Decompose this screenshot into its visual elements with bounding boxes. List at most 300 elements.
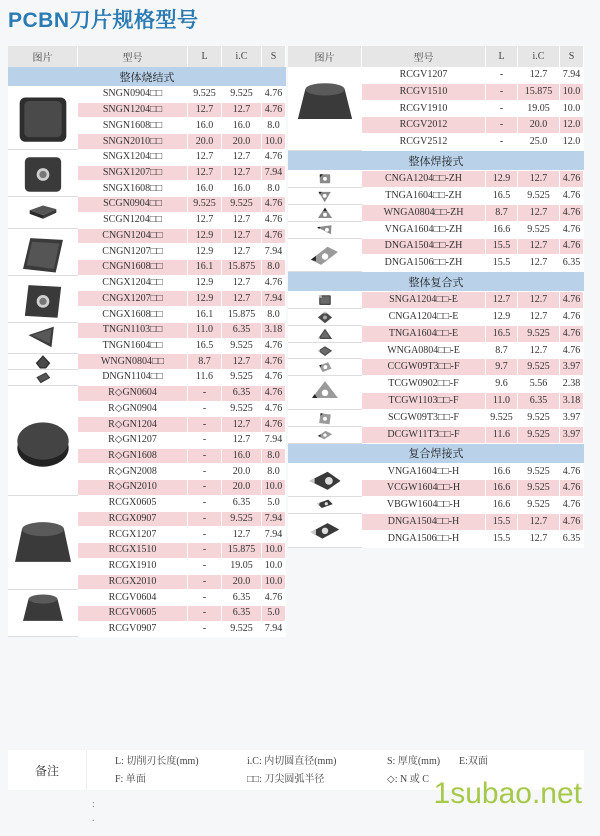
- model-cell: CCGW09T3□□-F: [362, 359, 486, 375]
- model-cell: CNGA1204□□-E: [362, 309, 486, 325]
- length-cell: 16.5: [486, 188, 518, 204]
- model-cell: VBGW1604□□-H: [362, 497, 486, 513]
- thickness-cell: 10.0: [262, 575, 286, 590]
- model-cell: TCGW1103□□-F: [362, 393, 486, 409]
- column-header: L: [188, 46, 222, 67]
- insert-picture: [288, 410, 362, 427]
- model-cell: WNGA0804□□-E: [362, 343, 486, 359]
- thickness-cell: 8.0: [262, 449, 286, 464]
- ic-cell: 9.525: [222, 197, 262, 212]
- length-cell: -: [188, 575, 222, 590]
- table-row: [78, 229, 286, 245]
- insert-picture: [8, 370, 78, 386]
- ic-cell: 9.525: [518, 497, 560, 513]
- length-cell: 12.7: [188, 213, 222, 228]
- model-cell: DNGN1104□□: [78, 370, 188, 385]
- length-cell: 12.9: [188, 229, 222, 244]
- ic-cell: 12.7: [222, 291, 262, 306]
- thickness-cell: 4.76: [262, 87, 286, 102]
- table-row: [78, 291, 286, 307]
- ic-cell: 12.7: [222, 166, 262, 181]
- note-ic: i.C: 内切圆直径(mm): [247, 755, 337, 767]
- ic-cell: 12.7: [222, 150, 262, 165]
- insert-group: [288, 67, 584, 151]
- thickness-cell: 10.0: [262, 134, 286, 149]
- insert-group: [288, 309, 584, 326]
- trigon-insert-icon: [8, 354, 78, 370]
- insert-group: [288, 343, 584, 360]
- column-header: i.C: [518, 46, 560, 67]
- thickness-cell: 8.0: [262, 118, 286, 133]
- table-row: [362, 101, 584, 118]
- insert-group: [8, 590, 286, 637]
- left-spec-table: [8, 46, 286, 637]
- model-cell: TNGA1604□□-E: [362, 326, 486, 342]
- model-cell: RCGV1207: [362, 67, 486, 83]
- thickness-cell: 7.94: [262, 244, 286, 259]
- insert-picture: [288, 326, 362, 343]
- insert-group: [8, 496, 286, 590]
- thickness-cell: 4.76: [262, 103, 286, 118]
- ic-cell: 9.525: [518, 222, 560, 238]
- model-cell: RCGX1910: [78, 559, 188, 574]
- insert-group: [288, 205, 584, 222]
- ic-cell: 19.05: [518, 101, 560, 117]
- table-row: [362, 205, 584, 222]
- table-row: [78, 449, 286, 465]
- table-row: [78, 260, 286, 276]
- table-row: [78, 417, 286, 433]
- ic-cell: 9.525: [222, 622, 262, 637]
- insert-picture: [8, 323, 78, 354]
- thickness-cell: 10.0: [262, 480, 286, 495]
- ic-cell: 6.35: [222, 590, 262, 605]
- composite-triangle-insert-icon: [288, 326, 362, 343]
- note-l: L: 切削刃长度(mm): [115, 755, 199, 767]
- length-cell: 15.5: [486, 239, 518, 255]
- thickness-cell: 4.76: [262, 213, 286, 228]
- insert-picture: [8, 229, 78, 276]
- insert-group: [8, 370, 286, 386]
- right-header-row: [288, 46, 584, 67]
- length-cell: 16.5: [188, 339, 222, 354]
- insert-group: [288, 326, 584, 343]
- insert-group: [8, 150, 286, 197]
- thickness-cell: 4.76: [262, 150, 286, 165]
- thickness-cell: 4.76: [560, 309, 584, 325]
- model-cell: TCGW0902□□-F: [362, 376, 486, 392]
- column-header: 型号: [362, 46, 486, 67]
- length-cell: 9.6: [486, 376, 518, 392]
- thickness-cell: 4.76: [262, 229, 286, 244]
- table-row: [362, 117, 584, 134]
- length-cell: 12.9: [188, 276, 222, 291]
- table-row: [362, 134, 584, 151]
- thickness-cell: 7.94: [262, 166, 286, 181]
- table-row: [78, 339, 286, 355]
- length-cell: 16.6: [486, 480, 518, 496]
- table-row: [78, 622, 286, 638]
- table-row: [78, 213, 286, 229]
- table-row: [78, 166, 286, 182]
- watermark: 1subao.net: [433, 777, 582, 810]
- insert-group: [8, 229, 286, 276]
- model-cell: RCGX0605: [78, 496, 188, 511]
- thickness-cell: 3.97: [560, 427, 584, 443]
- table-row: [78, 480, 286, 496]
- thickness-cell: 4.76: [262, 354, 286, 369]
- ic-cell: 12.7: [518, 239, 560, 255]
- table-row: [78, 370, 286, 386]
- model-cell: SNGX1204□□: [78, 150, 188, 165]
- ic-cell: 9.525: [222, 512, 262, 527]
- insert-picture: [288, 514, 362, 548]
- insert-picture: [288, 205, 362, 222]
- insert-group: [288, 222, 584, 239]
- length-cell: 12.7: [188, 103, 222, 118]
- ic-cell: 9.525: [222, 87, 262, 102]
- model-cell: RCGX1207: [78, 527, 188, 542]
- model-cell: WNGN0804□□: [78, 354, 188, 369]
- length-cell: -: [188, 606, 222, 621]
- model-cell: RCGV2012: [362, 117, 486, 133]
- ic-cell: 6.35: [222, 606, 262, 621]
- thickness-cell: 3.97: [560, 359, 584, 375]
- insert-picture: [8, 386, 78, 496]
- model-cell: RCGV0907: [78, 622, 188, 637]
- insert-group: [288, 171, 584, 188]
- ic-cell: 16.0: [222, 449, 262, 464]
- insert-picture: [8, 150, 78, 197]
- model-cell: VNGA1604□□-ZH: [362, 222, 486, 238]
- length-cell: 11.0: [188, 323, 222, 338]
- ic-cell: 15.875: [222, 260, 262, 275]
- table-row: [362, 359, 584, 376]
- column-header: 图片: [8, 46, 78, 67]
- length-cell: 16.6: [486, 497, 518, 513]
- length-cell: 16.6: [486, 222, 518, 238]
- model-cell: SCGN1204□□: [78, 213, 188, 228]
- insert-group: [8, 87, 286, 150]
- note-s: S: 厚度(mm): [387, 755, 441, 767]
- thickness-cell: 7.94: [262, 291, 286, 306]
- table-row: [78, 150, 286, 166]
- ic-cell: 20.0: [222, 480, 262, 495]
- column-header: i.C: [222, 46, 262, 67]
- length-cell: 9.525: [188, 197, 222, 212]
- length-cell: -: [486, 117, 518, 133]
- length-cell: -: [188, 543, 222, 558]
- length-cell: -: [188, 559, 222, 574]
- insert-picture: [8, 354, 78, 370]
- table-row: [362, 427, 584, 444]
- table-row: [362, 171, 584, 188]
- length-cell: 11.0: [486, 393, 518, 409]
- table-row: [362, 239, 584, 256]
- model-cell: RCGV2512: [362, 134, 486, 150]
- ic-cell: 12.7: [222, 244, 262, 259]
- ic-cell: 12.7: [518, 292, 560, 308]
- table-row: [362, 309, 584, 326]
- insert-group: [8, 276, 286, 323]
- brazed-diamond-insert-icon: [288, 239, 362, 273]
- ic-cell: 12.7: [222, 433, 262, 448]
- insert-picture: [288, 309, 362, 326]
- length-cell: 11.6: [188, 370, 222, 385]
- length-cell: -: [188, 417, 222, 432]
- composite-scgw-insert-icon: [288, 410, 362, 427]
- model-cell: SNGX1207□□: [78, 166, 188, 181]
- ic-cell: 12.7: [222, 417, 262, 432]
- length-cell: 11.6: [486, 427, 518, 443]
- length-cell: 16.1: [188, 260, 222, 275]
- insert-group: [288, 292, 584, 309]
- thickness-cell: 4.76: [560, 188, 584, 204]
- insert-picture: [288, 359, 362, 376]
- composite-brazed-vnga-insert-icon: [288, 464, 362, 498]
- model-cell: CNGN1204□□: [78, 229, 188, 244]
- note-diamond: ◇: N 或 C: [387, 773, 429, 785]
- table-row: [78, 134, 286, 150]
- thickness-cell: 2.38: [560, 376, 584, 392]
- model-cell: CNGX1207□□: [78, 291, 188, 306]
- thickness-cell: 10.0: [262, 543, 286, 558]
- ic-cell: 9.525: [518, 410, 560, 426]
- thickness-cell: 6.35: [560, 255, 584, 271]
- thickness-cell: 4.76: [262, 339, 286, 354]
- column-header: 图片: [288, 46, 362, 67]
- length-cell: -: [188, 386, 222, 401]
- table-row: [78, 118, 286, 134]
- thickness-cell: 7.94: [560, 67, 584, 83]
- model-cell: CNGX1204□□: [78, 276, 188, 291]
- insert-group: [288, 376, 584, 410]
- section-header: 整体焊接式: [288, 151, 584, 171]
- insert-picture: [288, 222, 362, 239]
- ic-cell: 16.0: [222, 118, 262, 133]
- insert-picture: [8, 276, 78, 323]
- thickness-cell: 4.76: [262, 590, 286, 605]
- ic-cell: 6.35: [222, 496, 262, 511]
- table-row: [362, 222, 584, 239]
- brazed-square-insert-icon: [288, 171, 362, 188]
- thickness-cell: 3.18: [560, 393, 584, 409]
- thickness-cell: 4.76: [262, 417, 286, 432]
- thickness-cell: 4.76: [560, 497, 584, 513]
- insert-group: [288, 239, 584, 273]
- insert-group: [288, 497, 584, 514]
- table-row: [78, 559, 286, 575]
- ic-cell: 15.875: [518, 84, 560, 100]
- ic-cell: 9.525: [518, 188, 560, 204]
- thickness-cell: 8.0: [262, 307, 286, 322]
- thickness-cell: 8.0: [262, 260, 286, 275]
- table-row: [78, 197, 286, 213]
- insert-picture: [288, 427, 362, 444]
- ic-cell: 12.7: [518, 255, 560, 271]
- round-cone-insert-icon: [288, 67, 362, 151]
- model-cell: TNGN1604□□: [78, 339, 188, 354]
- model-cell: CNGN1207□□: [78, 244, 188, 259]
- length-cell: -: [188, 480, 222, 495]
- model-cell: CNGA1204□□-ZH: [362, 171, 486, 187]
- model-cell: SNGA1204□□-E: [362, 292, 486, 308]
- table-row: [78, 433, 286, 449]
- length-cell: -: [486, 134, 518, 150]
- length-cell: 12.7: [188, 166, 222, 181]
- ic-cell: 9.525: [222, 402, 262, 417]
- ic-cell: 16.0: [222, 181, 262, 196]
- thickness-cell: 4.76: [560, 171, 584, 187]
- ic-cell: 15.875: [222, 307, 262, 322]
- thickness-cell: 10.0: [560, 101, 584, 117]
- thickness-cell: 4.76: [560, 205, 584, 221]
- model-cell: DNGA1504□□-H: [362, 514, 486, 530]
- insert-group: [288, 427, 584, 444]
- insert-picture: [288, 171, 362, 188]
- model-cell: R◇GN2010: [78, 480, 188, 495]
- table-row: [78, 512, 286, 528]
- insert-picture: [288, 239, 362, 273]
- ic-cell: 9.525: [518, 359, 560, 375]
- insert-picture: [288, 376, 362, 410]
- insert-picture: [288, 464, 362, 498]
- insert-picture: [288, 497, 362, 514]
- length-cell: -: [188, 433, 222, 448]
- model-cell: TNGN1103□□: [78, 323, 188, 338]
- ic-cell: 9.525: [222, 339, 262, 354]
- notes-label: 备注: [8, 750, 87, 790]
- model-cell: SNGN1608□□: [78, 118, 188, 133]
- length-cell: 12.7: [486, 292, 518, 308]
- insert-group: [288, 410, 584, 427]
- model-cell: DNGA1504□□-ZH: [362, 239, 486, 255]
- table-row: [78, 244, 286, 260]
- ic-cell: 6.35: [222, 323, 262, 338]
- thickness-cell: 12.0: [560, 117, 584, 133]
- thickness-cell: 10.0: [560, 84, 584, 100]
- ic-cell: 12.7: [222, 527, 262, 542]
- length-cell: -: [188, 496, 222, 511]
- thickness-cell: 7.94: [262, 622, 286, 637]
- thickness-cell: 8.0: [262, 464, 286, 479]
- length-cell: 8.7: [188, 354, 222, 369]
- insert-picture: [8, 496, 78, 590]
- table-row: [362, 84, 584, 101]
- insert-group: [8, 386, 286, 496]
- note-e: E:双面: [459, 755, 488, 767]
- model-cell: R◇GN0904: [78, 402, 188, 417]
- insert-group: [288, 359, 584, 376]
- section-header: 整体烧结式: [8, 67, 286, 87]
- thickness-cell: 7.94: [262, 433, 286, 448]
- length-cell: -: [188, 464, 222, 479]
- table-row: [78, 543, 286, 559]
- table-row: [362, 531, 584, 548]
- ic-cell: 6.35: [518, 393, 560, 409]
- thickness-cell: 4.76: [560, 222, 584, 238]
- length-cell: 12.9: [486, 309, 518, 325]
- table-row: [78, 527, 286, 543]
- model-cell: CNGX1608□□: [78, 307, 188, 322]
- table-row: [78, 181, 286, 197]
- thickness-cell: 6.35: [560, 531, 584, 547]
- composite-square-insert-icon: [288, 292, 362, 309]
- column-header: S: [560, 46, 584, 67]
- notes-line-1: [115, 750, 584, 768]
- thickness-cell: 4.76: [262, 197, 286, 212]
- table-row: [362, 343, 584, 360]
- ic-cell: 20.0: [222, 464, 262, 479]
- length-cell: -: [188, 622, 222, 637]
- length-cell: -: [188, 402, 222, 417]
- thickness-cell: 5.0: [262, 606, 286, 621]
- table-row: [78, 606, 286, 622]
- ic-cell: 12.7: [518, 514, 560, 530]
- table-row: [362, 497, 584, 514]
- model-cell: SNGN2010□□: [78, 134, 188, 149]
- ic-cell: 12.7: [518, 531, 560, 547]
- length-cell: 8.7: [486, 343, 518, 359]
- ic-cell: 19.05: [222, 559, 262, 574]
- ic-cell: 25.0: [518, 134, 560, 150]
- table-row: [362, 514, 584, 531]
- thickness-cell: 4.76: [262, 402, 286, 417]
- ic-cell: 12.7: [222, 276, 262, 291]
- model-cell: R◇GN2008: [78, 464, 188, 479]
- ic-cell: 20.0: [222, 134, 262, 149]
- model-cell: SNGN0904□□: [78, 87, 188, 102]
- insert-group: [288, 514, 584, 548]
- model-cell: R◇GN1207: [78, 433, 188, 448]
- model-cell: SCGN0904□□: [78, 197, 188, 212]
- length-cell: 16.1: [188, 307, 222, 322]
- brazed-trigon-insert-icon: [288, 205, 362, 222]
- table-row: [362, 376, 584, 393]
- thickness-cell: 4.76: [560, 480, 584, 496]
- ic-cell: 9.525: [222, 370, 262, 385]
- insert-picture: [288, 343, 362, 360]
- length-cell: 12.9: [486, 171, 518, 187]
- model-cell: DNGA1506□□-H: [362, 531, 486, 547]
- thickness-cell: 5.0: [262, 496, 286, 511]
- insert-picture: [8, 590, 78, 637]
- round-hole-insert-icon: [8, 496, 78, 590]
- insert-picture: [8, 197, 78, 228]
- thickness-cell: 4.76: [560, 514, 584, 530]
- table-row: [78, 496, 286, 512]
- ic-cell: 20.0: [222, 575, 262, 590]
- ic-cell: 20.0: [518, 117, 560, 133]
- length-cell: 20.0: [188, 134, 222, 149]
- section-header: 复合焊接式: [288, 444, 584, 464]
- ic-cell: 12.7: [222, 354, 262, 369]
- rhombic-insert-icon: [8, 229, 78, 276]
- model-cell: RCGX2010: [78, 575, 188, 590]
- insert-group: [8, 354, 286, 370]
- model-cell: RCGX1510: [78, 543, 188, 558]
- length-cell: 16.0: [188, 181, 222, 196]
- composite-dcgw-insert-icon: [288, 427, 362, 444]
- round-insert-icon: [8, 386, 78, 496]
- length-cell: -: [188, 590, 222, 605]
- ic-cell: 12.7: [222, 103, 262, 118]
- model-cell: DNGA1506□□-ZH: [362, 255, 486, 271]
- thickness-cell: 4.76: [560, 343, 584, 359]
- model-cell: RCGV1910: [362, 101, 486, 117]
- table-row: [78, 323, 286, 339]
- table-row: [78, 464, 286, 480]
